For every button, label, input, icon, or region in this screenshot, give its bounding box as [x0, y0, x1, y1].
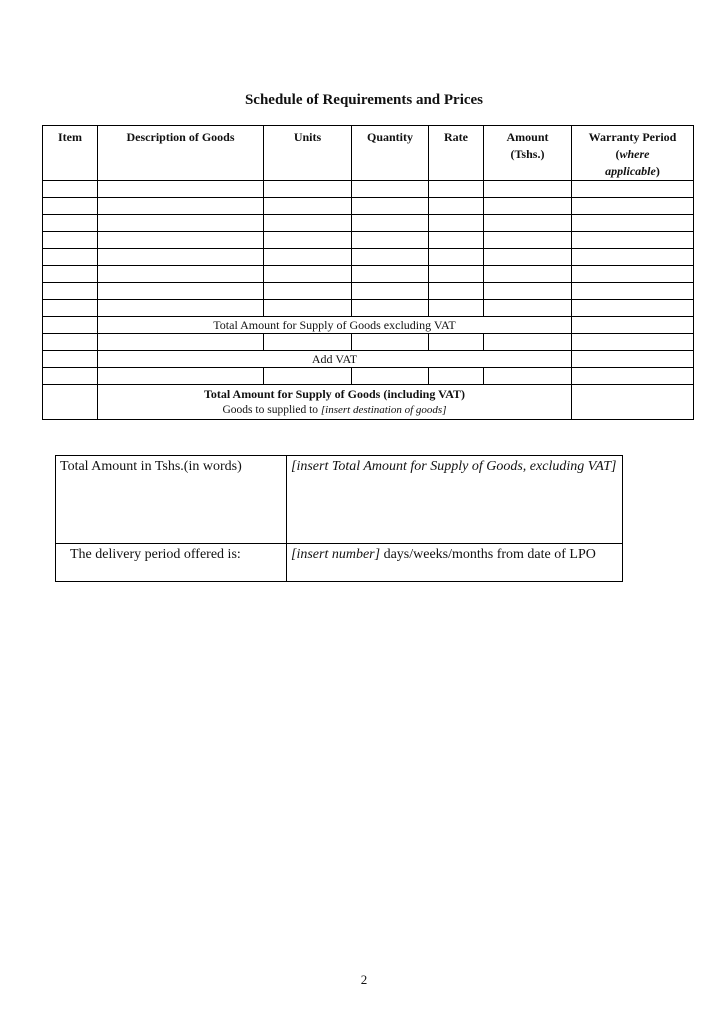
add-vat-label: Add VAT	[98, 351, 572, 368]
header-amount-line1: Amount	[506, 130, 549, 144]
header-row	[43, 126, 694, 181]
cell[interactable]	[98, 249, 264, 266]
header-quantity: Quantity	[352, 126, 429, 181]
table-row	[43, 334, 694, 351]
cell[interactable]	[352, 215, 429, 232]
header-item: Item	[43, 126, 98, 181]
words-label: Total Amount in Tshs.(in words)	[56, 456, 287, 544]
cell[interactable]	[484, 249, 572, 266]
cell[interactable]	[484, 266, 572, 283]
words-placeholder[interactable]: [insert Total Amount for Supply of Goods, excluding VAT]	[287, 456, 623, 544]
header-warranty-applicable: applicable	[605, 164, 656, 178]
table-row	[43, 266, 694, 283]
cell[interactable]	[429, 181, 484, 198]
cell[interactable]	[98, 283, 264, 300]
cell[interactable]	[43, 232, 98, 249]
cell[interactable]	[43, 283, 98, 300]
total-incl-vat-row	[43, 385, 694, 420]
cell[interactable]	[43, 300, 98, 317]
cell[interactable]	[429, 249, 484, 266]
cell[interactable]	[98, 334, 264, 351]
cell[interactable]	[429, 283, 484, 300]
table-row	[43, 368, 694, 385]
total-excl-vat-value[interactable]	[572, 317, 694, 334]
cell[interactable]	[352, 266, 429, 283]
cell[interactable]	[484, 232, 572, 249]
cell[interactable]	[572, 368, 694, 385]
cell[interactable]	[98, 232, 264, 249]
header-description: Description of Goods	[98, 126, 264, 181]
cell[interactable]	[572, 232, 694, 249]
cell[interactable]	[352, 300, 429, 317]
header-warranty-where: where	[619, 147, 650, 161]
cell[interactable]	[572, 266, 694, 283]
destination-line	[98, 402, 571, 418]
cell[interactable]	[429, 368, 484, 385]
cell[interactable]	[572, 198, 694, 215]
destination-prefix: Goods to supplied to	[222, 404, 321, 416]
header-warranty-line1: Warranty Period	[588, 130, 677, 144]
cell[interactable]	[352, 232, 429, 249]
delivery-suffix: days/weeks/months from date of LPO	[380, 547, 596, 562]
cell[interactable]	[98, 198, 264, 215]
cell	[43, 351, 98, 368]
cell[interactable]	[572, 334, 694, 351]
cell[interactable]	[43, 198, 98, 215]
total-excl-vat-label: Total Amount for Supply of Goods excluding VAT	[98, 317, 572, 334]
cell[interactable]	[484, 198, 572, 215]
cell[interactable]	[484, 283, 572, 300]
cell[interactable]	[98, 368, 264, 385]
cell[interactable]	[572, 249, 694, 266]
cell[interactable]	[429, 198, 484, 215]
header-warranty-line3	[572, 163, 693, 180]
cell[interactable]	[352, 368, 429, 385]
cell[interactable]	[429, 232, 484, 249]
cell[interactable]	[484, 300, 572, 317]
total-incl-vat-value[interactable]	[572, 385, 694, 420]
cell[interactable]	[484, 215, 572, 232]
cell[interactable]	[43, 249, 98, 266]
table-row	[43, 232, 694, 249]
schedule-table	[42, 125, 694, 420]
cell[interactable]	[264, 300, 352, 317]
total-excl-vat-row	[43, 317, 694, 334]
table-row	[43, 215, 694, 232]
header-warranty-line2	[572, 146, 693, 163]
header-warranty	[572, 126, 694, 181]
cell[interactable]	[352, 249, 429, 266]
add-vat-row	[43, 351, 694, 368]
cell[interactable]	[484, 334, 572, 351]
cell[interactable]	[572, 181, 694, 198]
header-warranty-open: (	[615, 147, 620, 161]
cell[interactable]	[429, 300, 484, 317]
cell[interactable]	[484, 181, 572, 198]
cell[interactable]	[352, 181, 429, 198]
total-incl-vat-label: Total Amount for Supply of Goods (including VAT)	[203, 387, 466, 401]
header-warranty-close: )	[655, 164, 660, 178]
cell[interactable]	[264, 266, 352, 283]
cell[interactable]	[43, 181, 98, 198]
total-incl-vat-cell	[98, 385, 572, 420]
cell[interactable]	[264, 283, 352, 300]
table-row	[43, 181, 694, 198]
cell[interactable]	[429, 334, 484, 351]
cell[interactable]	[43, 368, 98, 385]
header-amount	[484, 126, 572, 181]
header-rate: Rate	[429, 126, 484, 181]
words-row	[56, 456, 623, 544]
page-title: Schedule of Requirements and Prices	[244, 92, 484, 108]
cell[interactable]	[352, 198, 429, 215]
cell[interactable]	[98, 215, 264, 232]
table-row	[43, 249, 694, 266]
delivery-value[interactable]	[287, 544, 623, 582]
table-row	[43, 283, 694, 300]
cell[interactable]	[43, 334, 98, 351]
cell[interactable]	[352, 283, 429, 300]
totals-table	[55, 455, 623, 582]
delivery-placeholder: [insert number]	[291, 547, 381, 562]
table-row	[43, 300, 694, 317]
cell[interactable]	[264, 215, 352, 232]
cell[interactable]	[264, 334, 352, 351]
cell[interactable]	[264, 249, 352, 266]
header-units: Units	[264, 126, 352, 181]
cell[interactable]	[484, 368, 572, 385]
cell[interactable]	[98, 266, 264, 283]
cell[interactable]	[429, 266, 484, 283]
delivery-label: The delivery period offered is:	[56, 544, 287, 582]
cell[interactable]	[264, 232, 352, 249]
cell[interactable]	[352, 334, 429, 351]
cell[interactable]	[264, 368, 352, 385]
cell[interactable]	[429, 215, 484, 232]
cell	[43, 317, 98, 334]
cell[interactable]	[43, 266, 98, 283]
cell[interactable]	[264, 198, 352, 215]
table-row	[43, 198, 694, 215]
header-amount-line2: (Tshs.)	[510, 147, 545, 161]
add-vat-value[interactable]	[572, 351, 694, 368]
cell[interactable]	[98, 181, 264, 198]
cell[interactable]	[98, 300, 264, 317]
delivery-row	[56, 544, 623, 582]
cell[interactable]	[43, 215, 98, 232]
page-number: 2	[360, 972, 368, 987]
cell	[43, 385, 98, 420]
cell[interactable]	[572, 283, 694, 300]
cell[interactable]	[572, 215, 694, 232]
destination-placeholder: [insert destination of goods]	[320, 404, 447, 416]
cell[interactable]	[264, 181, 352, 198]
cell[interactable]	[572, 300, 694, 317]
